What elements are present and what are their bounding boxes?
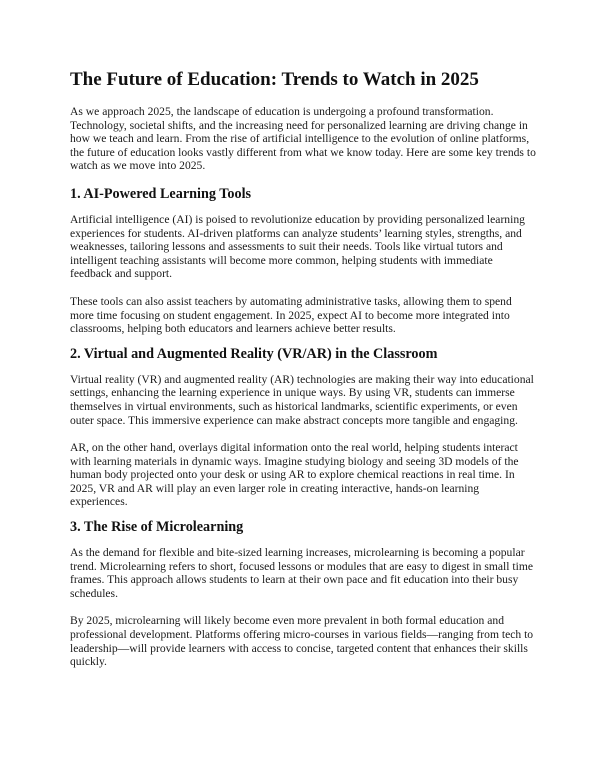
section-ai-paragraph-1: Artificial intelligence (AI) is poised to revolutionize education by providing personalized learning experiences for students. AI-driven platforms can analyze students’ learning styles, strengths, and weaknesses, tailoring lessons and assessments to suit their needs. Tools like virtual tutors and intelligent teaching assistants will become more common, helping students with immediate feedback and support. [70, 212, 525, 281]
section-vr-ar-paragraph-1: Virtual reality (VR) and augmented reality (AR) technologies are making their way into educational settings, enhancing the learning experience in unique ways. By using VR, students can immerse themselves in virtual environments, such as historical landmarks, scientific experiments, or even outer space. This immersive experience can make abstract concepts more tangible and engaging. [70, 372, 534, 427]
document-page [70, 68, 536, 683]
section-vr-ar-paragraph-2: AR, on the other hand, overlays digital information onto the real world, helping students interact with learning materials in dynamic ways. Imagine studying biology and seeing 3D models of the human body projected onto your desk or using AR to explore chemical reactions in real time. In 2025, VR and AR will play an even larger role in creating interactive, hands-on learning experiences. [70, 441, 519, 509]
section-heading-ai: 1. AI-Powered Learning Tools [70, 185, 252, 202]
intro-paragraph: As we approach 2025, the landscape of education is undergoing a profound transformation. Technology, societal shifts, and the increasing need for personalized learning are driving change in how we teach and learn. From the rise of artificial intelligence to the evolution of online platforms, the future of education looks vastly different from what we know today. Here are some key trends to watch as we move into 2025. [70, 105, 536, 173]
section-heading-microlearning: 3. The Rise of Microlearning [70, 519, 244, 536]
document-title: The Future of Education: Trends to Watch in 2025 [70, 69, 479, 90]
section-microlearning-paragraph-1: As the demand for flexible and bite-sized learning increases, microlearning is becoming a popular trend. Microlearning refers to short, focused lessons or modules that are easy to digest in small time frames. This approach allows students to learn at their own pace and fit education into their busy schedules. [70, 546, 533, 600]
section-ai-paragraph-2: These tools can also assist teachers by automating administrative tasks, allowing them to spend more time focusing on student engagement. In 2025, expect AI to become more integrated into classrooms, helping both educators and learners achieve better results. [70, 294, 512, 336]
section-heading-vr-ar: 2. Virtual and Augmented Reality (VR/AR) in the Classroom [70, 345, 438, 362]
section-microlearning-paragraph-2: By 2025, microlearning will likely become even more prevalent in both formal education and professional development. Platforms offering micro-courses in various fields—ranging from tech to leadership—will provide learners with access to concise, targeted content that enhances their skills quickly. [70, 614, 534, 669]
